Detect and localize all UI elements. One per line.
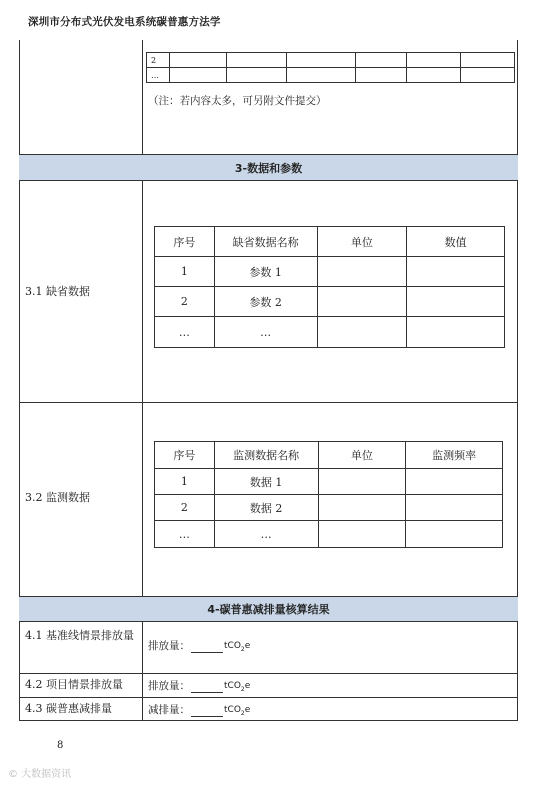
default-data-label: 3.1 缺省数据 (25, 285, 90, 298)
table-header-row (155, 227, 505, 257)
baseline-emissions-label-text: 4.1 基准线情景排放量 (25, 629, 134, 642)
unit-label: tCO$_2$e (224, 641, 251, 653)
table-cell (461, 68, 515, 83)
table-cell (407, 287, 505, 317)
unit-label: tCO$_2$e (224, 705, 251, 717)
top-data-table (146, 52, 515, 83)
table-cell: 2 (155, 287, 215, 317)
table-row (155, 317, 505, 348)
table-row (155, 257, 505, 287)
column-header: 单位 (317, 227, 407, 257)
table-cell: 数据 2 (214, 495, 318, 521)
table-cell: 1 (155, 257, 215, 287)
table-cell (406, 495, 503, 521)
column-header: 单位 (318, 442, 406, 469)
value-prefix: 排放量： (148, 680, 190, 692)
carbon-reduction-value (148, 702, 250, 717)
column-header: 监测频率 (406, 442, 503, 469)
watermark: © 大数据资讯 (8, 769, 72, 780)
table-cell: … (155, 521, 215, 548)
default-data-table (154, 226, 505, 348)
table-cell: 参数 2 (214, 287, 317, 317)
left-column-divider (142, 622, 143, 721)
carbon-reduction-input[interactable] (191, 704, 223, 717)
left-column-divider (142, 181, 143, 596)
table-row (147, 53, 515, 68)
value-prefix: 减排量： (148, 704, 190, 716)
baseline-emissions-value (148, 638, 250, 653)
baseline-emissions-input[interactable] (191, 640, 223, 653)
column-header: 数值 (407, 227, 505, 257)
table-row (155, 469, 503, 495)
table-header-row (155, 442, 503, 469)
table-cell: … (147, 68, 170, 83)
table-cell (286, 68, 356, 83)
column-header: 监测数据名称 (214, 442, 318, 469)
table-cell (318, 495, 406, 521)
table-cell: 2 (155, 495, 215, 521)
project-emissions-input[interactable] (191, 680, 223, 693)
table-cell (317, 317, 407, 348)
column-header: 序号 (155, 442, 215, 469)
table-cell (226, 53, 286, 68)
table-cell: … (155, 317, 215, 348)
table-cell (407, 257, 505, 287)
table-cell (461, 53, 515, 68)
page-number: 8 (57, 740, 64, 751)
column-header: 缺省数据名称 (214, 227, 317, 257)
table-row (155, 495, 503, 521)
table-cell (226, 68, 286, 83)
table-cell (169, 53, 226, 68)
form-bottom-border (19, 720, 518, 721)
table-row (155, 287, 505, 317)
table-cell (407, 68, 461, 83)
table-cell (406, 521, 503, 548)
section-4-header: 4-碳普惠减排量核算结果 (19, 596, 518, 622)
table-cell: 参数 1 (214, 257, 317, 287)
table-cell: 2 (147, 53, 170, 68)
table-cell (318, 521, 406, 548)
monitoring-data-table (154, 441, 503, 548)
table-cell: 数据 1 (214, 469, 318, 495)
column-header: 序号 (155, 227, 215, 257)
carbon-reduction-label: 4.3 碳普惠减排量 (25, 702, 112, 715)
table-cell: … (214, 521, 318, 548)
row-divider (19, 402, 518, 403)
table-cell (317, 257, 407, 287)
document-title: 深圳市分布式光伏发电系统碳普惠方法学 (28, 16, 221, 28)
project-emissions-label: 4.2 项目情景排放量 (25, 678, 123, 691)
attachment-note: （注：若内容太多，可另附文件提交） (148, 95, 327, 107)
table-row (155, 521, 503, 548)
table-row (147, 68, 515, 83)
table-cell: … (214, 317, 317, 348)
left-column-divider (142, 40, 143, 154)
table-cell (406, 469, 503, 495)
unit-label: tCO$_2$e (224, 681, 251, 693)
table-cell (407, 53, 461, 68)
table-cell (318, 469, 406, 495)
table-cell (317, 287, 407, 317)
table-cell (356, 68, 407, 83)
value-prefix: 排放量： (148, 640, 190, 652)
table-cell (286, 53, 356, 68)
project-emissions-value (148, 678, 250, 693)
table-cell (407, 317, 505, 348)
table-cell (169, 68, 226, 83)
section-3-header: 3-数据和参数 (19, 154, 518, 181)
monitoring-data-label: 3.2 监测数据 (25, 491, 90, 504)
table-cell (356, 53, 407, 68)
table-cell: 1 (155, 469, 215, 495)
baseline-emissions-label (25, 625, 140, 647)
